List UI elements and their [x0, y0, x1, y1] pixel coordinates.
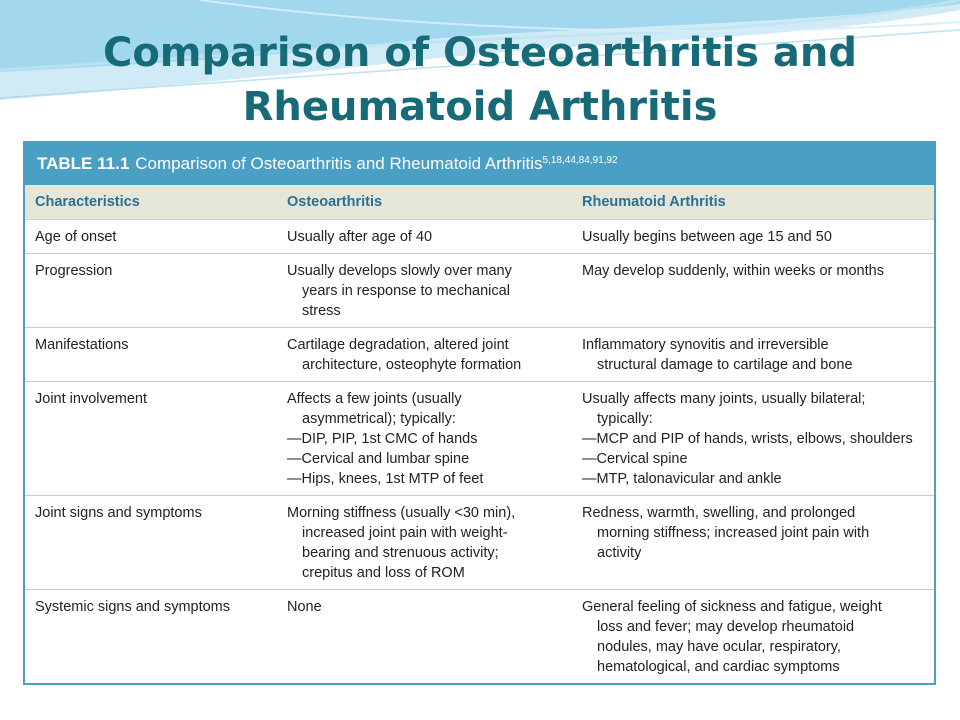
characteristic-cell: Age of onset [35, 229, 117, 245]
cell-line: increased joint pain with weight- [302, 525, 508, 541]
table-caption-text: Comparison of Osteoarthritis and Rheumatoid Arthritis [135, 154, 543, 173]
cell-line: —MCP and PIP of hands, wrists, elbows, shoulders [582, 431, 913, 447]
rheumatoid-arthritis-cell [572, 496, 934, 589]
cell-line: —MTP, talonavicular and ankle [582, 471, 782, 487]
slide-title-line-2: Rheumatoid Arthritis [242, 84, 718, 130]
rheumatoid-arthritis-cell [572, 382, 934, 495]
osteoarthritis-cell [277, 328, 572, 381]
cell-line: Usually develops slowly over many [287, 263, 512, 279]
osteoarthritis-cell [277, 254, 572, 327]
table-row [25, 496, 934, 590]
header-osteoarthritis: Osteoarthritis [287, 194, 383, 210]
table-caption [25, 143, 934, 185]
cell-line: typically: [597, 411, 653, 427]
cell-line: morning stiffness; increased joint pain with [597, 525, 870, 541]
cell-line: —Cervical and lumbar spine [287, 451, 470, 467]
table-row [25, 220, 934, 254]
table-body [25, 220, 934, 683]
osteoarthritis-cell [277, 382, 572, 495]
rheumatoid-arthritis-cell [572, 328, 934, 381]
cell-line: —Hips, knees, 1st MTP of feet [287, 471, 484, 487]
characteristic-cell: Manifestations [35, 337, 129, 353]
characteristic-cell: Progression [35, 263, 113, 279]
cell-line: stress [302, 303, 341, 319]
cell-line: crepitus and loss of ROM [302, 565, 465, 581]
cell-line: —Cervical spine [582, 451, 688, 467]
cell-line: structural damage to cartilage and bone [597, 357, 853, 373]
characteristic-cell: Joint signs and symptoms [35, 505, 202, 521]
cell-line: nodules, may have ocular, respiratory, [597, 639, 841, 655]
cell-line: hematological, and cardiac symptoms [597, 659, 840, 675]
cell-line: Usually begins between age 15 and 50 [582, 229, 832, 245]
table-row [25, 328, 934, 382]
table-header-row [25, 185, 934, 220]
osteoarthritis-cell [277, 496, 572, 589]
cell-line: Morning stiffness (usually <30 min), [287, 505, 516, 521]
table-label: TABLE 11.1 [37, 154, 130, 173]
rheumatoid-arthritis-cell [572, 220, 934, 253]
table-row [25, 590, 934, 683]
cell-line: Usually affects many joints, usually bilateral; [582, 391, 866, 407]
cell-line: Inflammatory synovitis and irreversible [582, 337, 829, 353]
header-characteristics: Characteristics [35, 194, 140, 210]
characteristic-cell: Systemic signs and symptoms [35, 599, 231, 615]
header-rheumatoid-arthritis: Rheumatoid Arthritis [582, 194, 726, 210]
rheumatoid-arthritis-cell [572, 254, 934, 327]
cell-line: years in response to mechanical [302, 283, 510, 299]
comparison-table [23, 141, 936, 685]
cell-line: Usually after age of 40 [287, 229, 433, 245]
cell-line: Cartilage degradation, altered joint [287, 337, 509, 353]
slide-title-line-1: Comparison of Osteoarthritis and [102, 30, 858, 76]
table-references: 5,18,44,84,91,92 [542, 155, 618, 166]
rheumatoid-arthritis-cell [572, 590, 934, 683]
cell-line: General feeling of sickness and fatigue, weight [582, 599, 882, 615]
table-row [25, 254, 934, 328]
osteoarthritis-cell [277, 220, 572, 253]
cell-line: activity [597, 545, 642, 561]
cell-line: May develop suddenly, within weeks or months [582, 263, 884, 279]
cell-line: Affects a few joints (usually [287, 391, 462, 407]
cell-line: —DIP, PIP, 1st CMC of hands [287, 431, 478, 447]
slide-title [0, 26, 960, 134]
cell-line: Redness, warmth, swelling, and prolonged [582, 505, 856, 521]
osteoarthritis-cell [277, 590, 572, 683]
cell-line: None [287, 599, 322, 615]
cell-line: asymmetrical); typically: [302, 411, 456, 427]
cell-line: loss and fever; may develop rheumatoid [597, 619, 855, 635]
cell-line: architecture, osteophyte formation [302, 357, 522, 373]
cell-line: bearing and strenuous activity; [302, 545, 499, 561]
table-row [25, 382, 934, 496]
characteristic-cell: Joint involvement [35, 391, 148, 407]
